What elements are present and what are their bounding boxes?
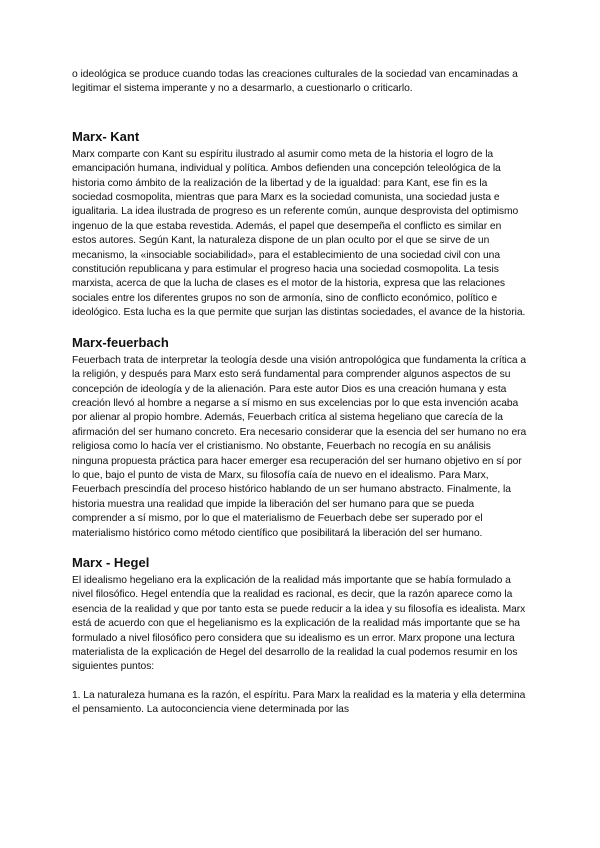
section-body-marx-feuerbach: Feuerbach trata de interpretar la teología desde una visión antropológica que fundamenta la crítica a la religión, y después para Marx esto será fundamental para comprender algunos aspectos de su concepción de ideología y de la alienación. Para este autor Dios es una creación humana y esta creación llevó al hombre a negarse a sí mismo en sus excelencias por lo que esta invención acaba por alienar al propio hombre. Además, Feuerbach critíca al sistema hegeliano que carecía de la afirmación del ser humano concreto. Era necesario considerar que la esencia del ser humano no era religiosa como lo hacía ver el cristianismo. No obstante, Feuerbach no recogía en su análisis ninguna propuesta práctica para hacer emerger esa recuperación del ser humano objetivo en sí por lo que, bajo el punto de vista de Marx, su filosofía caía de nuevo en el idealismo. Para Marx, Feuerbach prescindía del proceso histórico hablando de un ser humano abstracto. Finalmente, la historia muestra una realidad que impide la liberación del ser humano para que se pueda comprender a sí mismo, por lo que el materialismo de Feuerbach debe ser superado por el materialismo histórico como método científico que posibilitará la liberación del ser humano. [72, 354, 527, 539]
section-heading-marx-kant: Marx- Kant [72, 128, 140, 144]
section-body-marx-kant: Marx comparte con Kant su espíritu ilustrado al asumir como meta de la historia el logro de la emancipación humana, individual y política. Ambos defienden una concepción teleológica de la historia como ámbito de la realización de la libertad y de la igualdad: para Kant, ese fin es la sociedad cosmopolita, mientras que para Marx es la sociedad comunista, una sociedad justa e igualitaria. La idea ilustrada de progreso es un referente común, aunque desprovista del optimismo ingenuo de la que estaba revestida. Además, el papel que desempeña el conflicto es similar en estos autores. Según Kant, la naturaleza dispone de un plan oculto por el que se sirve de un mecanismo, la «insociable sociabilidad», para el establecimiento de una sociedad civil con una constitución republicana y para estimular el progreso hacia una sociedad cosmopolita. La tesis marxista, acerca de que la lucha de clases es el motor de la historia, expresa que las relaciones sociales entre los diferentes grupos no son de armonía, sino de conflicto económico, político e ideológico. Esta lucha es la que permite que surjan las distintas sociedades, el avance de la historia. [72, 148, 526, 319]
list-item: 1. La naturaleza humana es la razón, el espíritu. Para Marx la realidad es la materia y ella determina el pensamiento. La autoconciencia viene determinada por las [72, 689, 526, 716]
section-body-marx-hegel: El idealismo hegeliano era la explicación de la realidad más importante que se había formulado a nivel filosófico. Hegel entendía que la realidad es racional, es decir, que la razón aparece como la esencia de la realidad y que por tanto esta se puede reducir a la idea y su filosofía es idealista. Marx está de acuerdo con que el hegelianismo es la explicación de la realidad más importante que se ha formulado a nivel filosófico pero considera que su idealismo es un error. Marx propone una lectura materialista de la explicación de Hegel del desarrollo de la realidad la cual podemos resumir en los siguientes puntos: [72, 574, 526, 673]
section-heading-marx-hegel: Marx - Hegel [72, 554, 150, 570]
intro-paragraph: o ideológica se produce cuando todas las creaciones culturales de la sociedad van encaminadas a legitimar el sistema imperante y no a desarmarlo, a cuestionarlo o criticarlo. [72, 69, 518, 95]
document-content [72, 68, 528, 718]
section-heading-marx-feuerbach: Marx-feuerbach [72, 334, 169, 350]
